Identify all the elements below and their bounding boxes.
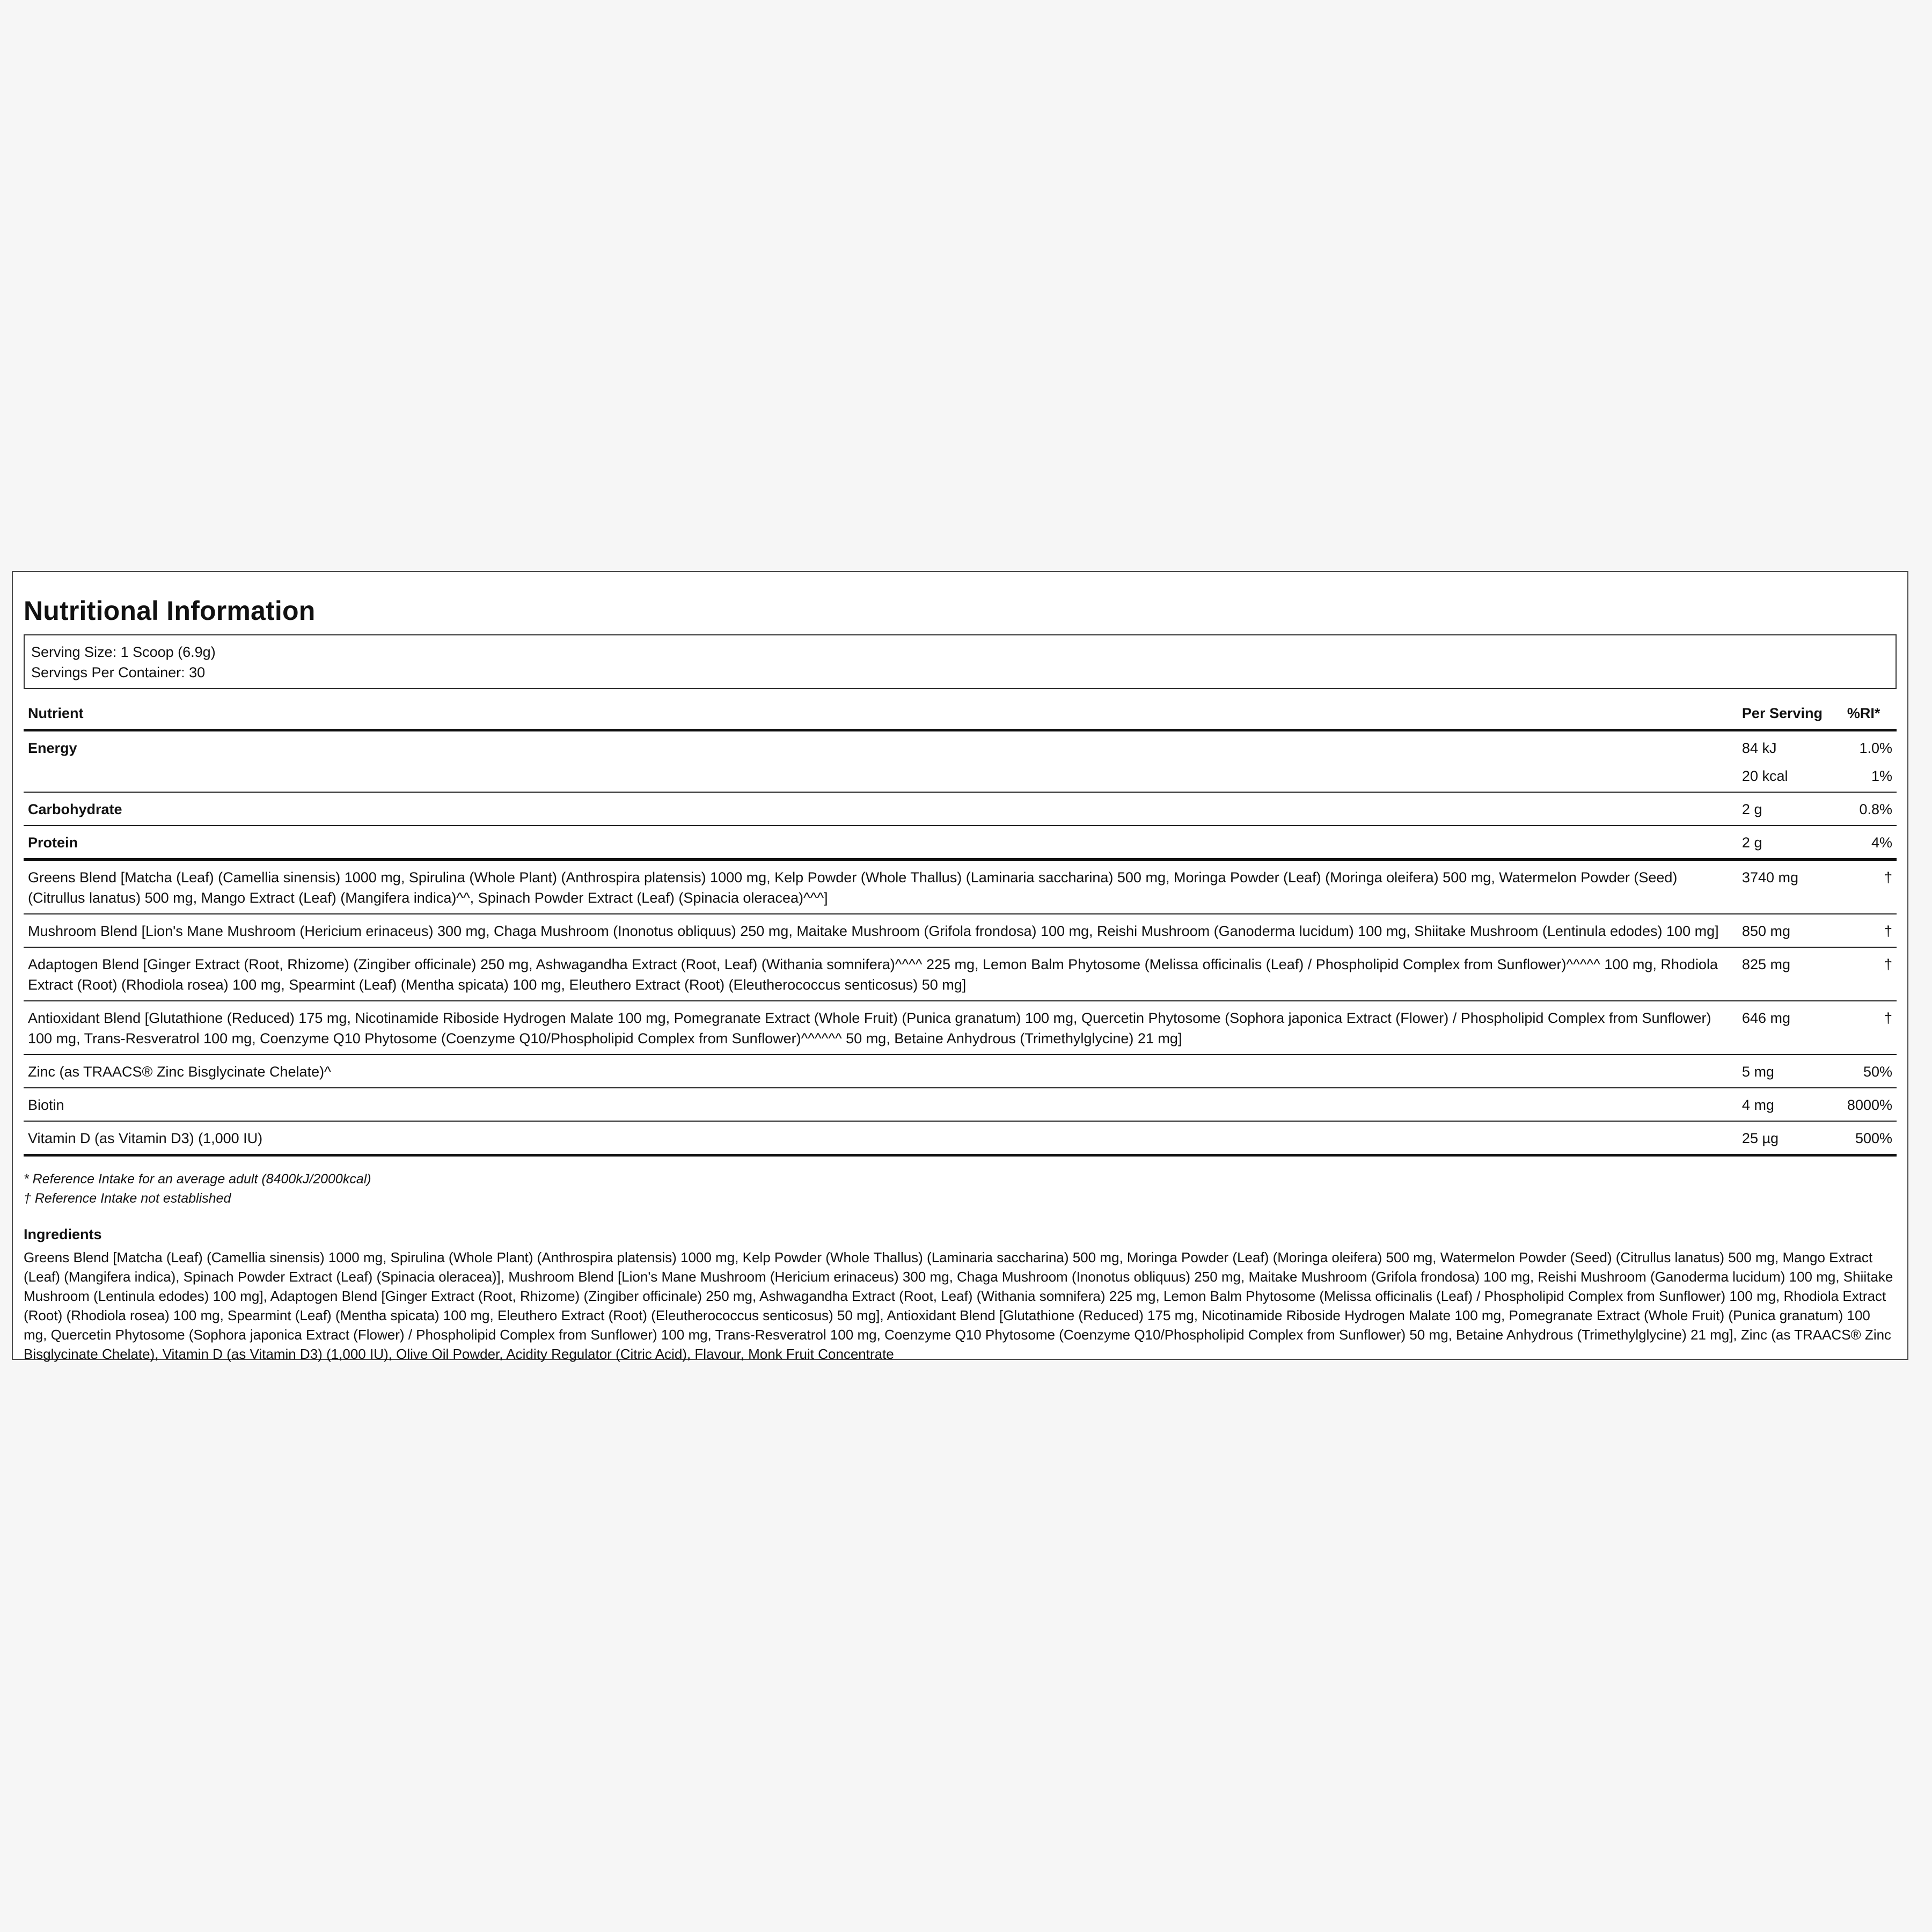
footnote-reference-intake: * Reference Intake for an average adult (8400kJ/2000kcal)	[24, 1172, 371, 1187]
nutrient-ri: †	[1843, 860, 1897, 914]
nutrient-name: Energy	[28, 740, 77, 756]
nutrition-panel	[12, 571, 1908, 1360]
footnote-not-established: † Reference Intake not established	[24, 1191, 231, 1206]
table-row-vitamin-d	[24, 1121, 1897, 1155]
table-row-biotin	[24, 1088, 1897, 1121]
nutrient-name: Biotin	[24, 1088, 1738, 1121]
nutrient-ri: †	[1843, 947, 1897, 1001]
servings-per-container: Servings Per Container: 30	[31, 664, 206, 680]
ingredients-heading: Ingredients	[24, 1226, 102, 1242]
ingredients-text: Greens Blend [Matcha (Leaf) (Camellia sinensis) 1000 mg, Spirulina (Whole Plant) (Anthrospira platensis) 1000 mg, Kelp Powder (Whole Thallus) (Laminaria saccharina) 500 mg, Moringa Powder (Leaf) (Moringa oleifera) 500 mg, Watermelon Powder (Seed) (Citrullus lanatus) 500 mg, Mango Extract (Leaf) (Mangifera indica), Spinach Powder Extract (Leaf) (Spinacia oleracea)], Mushroom Blend [Lion's Mane Mushroom (Hericium erinaceus) 300 mg, Chaga Mushroom (Inonotus obliquus) 250 mg, Maitake Mushroom (Grifola frondosa) 100 mg, Reishi Mushroom (Ganoderma lucidum) 100 mg, Shiitake Mushroom (Lentinula edodes) 100 mg], Adaptogen Blend [Ginger Extract (Root, Rhizome) (Zingiber officinale) 250 mg, Ashwagandha Extract (Root, Leaf) (Withania somnifera) 225 mg, Lemon Balm Phytosome (Melissa officinalis (Leaf) / Phospholipid Complex from Sunflower) 100 mg, Rhodiola Extract (Root) (Rhodiola rosea) 100 mg, Spearmint (Leaf) (Mentha spicata) 100 mg, Eleuthero Extract (Root) (Eleutherococcus senticosus) 50 mg], Antioxidant Blend [Glutathione (Reduced) 175 mg, Nicotinamide Riboside Hydrogen Malate 100 mg, Pomegranate Extract (Whole Fruit) (Punica granatum) 100 mg, Quercetin Phytosome (Sophora japonica Extract (Flower) / Phospholipid Complex from Sunflower) 100 mg, Trans-Resveratrol 100 mg, Coenzyme Q10 Phytosome (Coenzyme Q10/Phospholipid Complex from Sunflower) 50 mg, Betaine Anhydrous (Trimethylglycine) 21 mg], Zinc (as TRAACS® Zinc Bisglycinate Chelate), Vitamin D (as Vitamin D3) (1,000 IU), Olive Oil Powder, Acidity Regulator (Citric Acid), Flavour, Monk Fruit Concentrate	[24, 1249, 1893, 1362]
nutrient-amount: 4 mg	[1738, 1088, 1843, 1121]
nutrient-name: Carbohydrate	[24, 792, 1738, 825]
nutrient-name: Protein	[24, 825, 1738, 860]
table-row-antioxidant-blend	[24, 1001, 1897, 1055]
nutrient-ri: †	[1843, 914, 1897, 947]
nutrient-ri: 4%	[1843, 825, 1897, 860]
nutrient-amount: 5 mg	[1738, 1055, 1843, 1088]
nutrient-ri: 1.0%	[1859, 740, 1892, 756]
table-row-mushroom-blend	[24, 914, 1897, 947]
nutrient-amount: 646 mg	[1738, 1001, 1843, 1055]
serving-info-box	[24, 634, 1897, 689]
footnotes	[24, 1169, 1897, 1208]
nutrient-amount: 25 µg	[1738, 1121, 1843, 1155]
header-per-serving: Per Serving	[1738, 697, 1843, 730]
serving-size: Serving Size: 1 Scoop (6.9g)	[31, 644, 216, 660]
table-row-zinc	[24, 1055, 1897, 1088]
nutrient-amount: 20 kcal	[1738, 764, 1843, 792]
table-row-carbohydrate	[24, 792, 1897, 825]
header-nutrient: Nutrient	[24, 697, 1738, 730]
table-row-adaptogen-blend	[24, 947, 1897, 1001]
nutrient-amount: 3740 mg	[1738, 860, 1843, 914]
nutrient-name: Mushroom Blend [Lion's Mane Mushroom (Hericium erinaceus) 300 mg, Chaga Mushroom (Inonotus obliquus) 250 mg, Maitake Mushroom (Grifola frondosa) 100 mg, Reishi Mushroom (Ganoderma lucidum) 100 mg, Shiitake Mushroom (Lentinula edodes) 100 mg]	[24, 914, 1738, 947]
nutrient-amount: 2 g	[1738, 792, 1843, 825]
nutrient-ri: 8000%	[1843, 1088, 1897, 1121]
nutrient-amount: 84 kJ	[1741, 740, 1777, 756]
nutrient-ri: 0.8%	[1843, 792, 1897, 825]
nutrient-amount: 850 mg	[1738, 914, 1843, 947]
page-title: Nutritional Information	[24, 596, 316, 626]
header-ri: %RI*	[1843, 697, 1897, 730]
nutrient-ri: †	[1843, 1001, 1897, 1055]
nutrient-name: Zinc (as TRAACS® Zinc Bisglycinate Chelate)^	[24, 1055, 1738, 1088]
nutrient-amount: 2 g	[1738, 825, 1843, 860]
nutrient-ri: 1%	[1843, 764, 1897, 792]
nutrient-ri: 50%	[1843, 1055, 1897, 1088]
table-row-greens-blend	[24, 860, 1897, 914]
nutrition-table	[24, 697, 1897, 1157]
nutrient-name: Greens Blend [Matcha (Leaf) (Camellia sinensis) 1000 mg, Spirulina (Whole Plant) (Anthrospira platensis) 1000 mg, Kelp Powder (Whole Thallus) (Laminaria saccharina) 500 mg, Moringa Powder (Leaf) (Moringa oleifera) 500 mg, Watermelon Powder (Seed) (Citrullus lanatus) 500 mg, Mango Extract (Leaf) (Mangifera indica)^^, Spinach Powder Extract (Leaf) (Spinacia oleracea)^^^]	[24, 860, 1738, 914]
table-row-protein	[24, 825, 1897, 860]
nutrient-name: Antioxidant Blend [Glutathione (Reduced) 175 mg, Nicotinamide Riboside Hydrogen Malate 100 mg, Pomegranate Extract (Whole Fruit) (Punica granatum) 100 mg, Quercetin Phytosome (Sophora japonica Extract (Flower) / Phospholipid Complex from Sunflower) 100 mg, Trans-Resveratrol 100 mg, Coenzyme Q10 Phytosome (Coenzyme Q10/Phospholipid Complex from Sunflower)^^^^^^ 50 mg, Betaine Anhydrous (Trimethylglycine) 21 mg]	[24, 1001, 1738, 1055]
nutrient-ri: 500%	[1843, 1121, 1897, 1155]
nutrient-name: Vitamin D (as Vitamin D3) (1,000 IU)	[24, 1121, 1738, 1155]
nutrient-name: Adaptogen Blend [Ginger Extract (Root, Rhizome) (Zingiber officinale) 250 mg, Ashwagandha Extract (Root, Leaf) (Withania somnifera)^^^^ 225 mg, Lemon Balm Phytosome (Melissa officinalis (Leaf) / Phospholipid Complex from Sunflower)^^^^^ 100 mg, Rhodiola Extract (Root) (Rhodiola rosea) 100 mg, Spearmint (Leaf) (Mentha spicata) 100 mg, Eleuthero Extract (Root) (Eleutherococcus senticosus) 50 mg]	[24, 947, 1738, 1001]
table-row-energy	[24, 730, 1897, 764]
table-row-energy-kcal	[24, 764, 1897, 792]
nutrient-amount: 825 mg	[1738, 947, 1843, 1001]
table-header-row	[24, 697, 1897, 730]
